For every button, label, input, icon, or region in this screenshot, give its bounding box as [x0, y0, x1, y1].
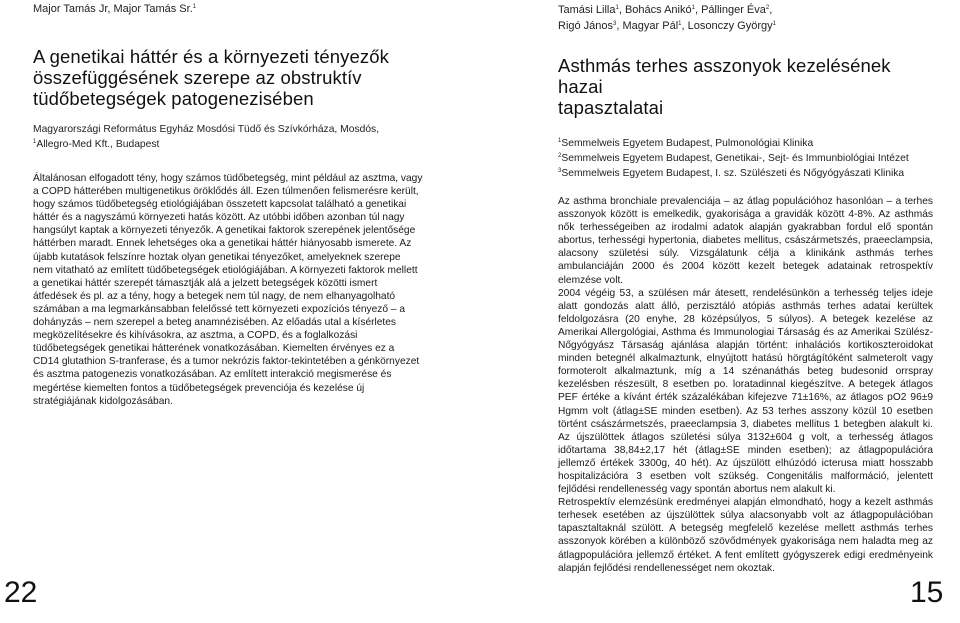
- right-authors: Tamási Lilla$^1$, Bohács Anikó$^1$, Pállinger Éva$^2$, Rigó János$^3$, Magyar Pál$^1$, Losonczy György$^1$: [558, 4, 776, 32]
- author-name: Pállinger Éva: [701, 4, 766, 16]
- page-number-left: 22: [4, 576, 38, 609]
- author-sup: 1: [192, 4, 197, 10]
- right-title: [558, 55, 933, 118]
- right-affiliations: [558, 135, 933, 180]
- author-name: Tamási Lilla: [558, 4, 616, 16]
- affiliation-text: Magyarországi Református Egyház Mosdósi Tüdő és Szívkórháza, Mosdós,: [33, 124, 380, 135]
- author-sup: 1: [691, 5, 695, 11]
- author-name: Magyar Pál: [622, 20, 679, 32]
- title-line: A genetikai háttér és a környezeti tényezők: [33, 46, 390, 67]
- author-name: Bohács Anikó: [624, 4, 692, 16]
- abstract-paragraph: 2004 végéig 53, a szülésen már átesett, rendelésünkön a terhesség teljes ideje alatt gondozás alatt álló, perzisztáló atópiás asthmás terhes adatai kerültek feldolgozásra (20 enyhe, 28 középsúlyos, 5 súlyos). A betegek kezelése az Amerikai Allergológiai, Asthma és Immunologiai Társaság és az Amerikai Szülész-Nőgyógyász Társaság ajánlása alapján történt: inhalációs kortikoszteroidokat minden betegnél alkalmaztunk, elnyújtott hatású hörgtágítóként salmeterolt vagy formoterolt alkalmaztunk, míg a 14 szénanáthás beteg budesonid orrspray kezelésben részesült, 8 esetben po. loratadinnal kiegészítve. A betegek átlagos PEF értéke a kívánt érték százalékában kifejezve 71±16%, az átlagos pO2 96±9 Hgmm volt (átlag±SE minden esetben). Az 53 terhes asszony közül 10 esetben történt császármetszés, praeeclampsia 3, diabetes mellitus 1 betegben alakult ki. Az újszülöttek átlagos születési súlya 3132±604 g volt, a terhesség átlagos időtartama 38,84±2,17 hét (átlag±SE minden esetben); az átlagpopulációra jellemző értékek 3300g, 40 hét). Az újszülött elhúzódó icterusa miatt hosszabb hospitalizációra 3 esetben volt szükség. Congenitális malformáció, jelentett fejlődési rendellenesség vagy spontán abortus nem alakult ki.: [558, 287, 933, 496]
- affiliation-text: Semmelweis Egyetem Budapest, Genetikai-, Sejt- és Immunbiológiai Intézet: [561, 153, 909, 164]
- affiliation-line: [33, 136, 423, 151]
- author-name: Rigó János: [558, 20, 614, 32]
- title-line: tapasztalatai: [558, 97, 664, 118]
- affiliation-sup: 2: [558, 153, 562, 159]
- affiliation-line: [33, 123, 423, 136]
- left-column: [33, 0, 423, 408]
- affiliation-line: [558, 150, 933, 165]
- author-sup: 3: [613, 21, 617, 27]
- author-name: Major Tamás Jr, Major Tamás Sr.: [33, 3, 193, 15]
- abstract-paragraph: Az asthma bronchiale prevalenciája – az átlag populációhoz hasonlóan – a terhes asszonyok között is emelkedik, gyakorisága a gravidák között 4-8%. Az asthmás nők terhességeiben az irodalmi adatok alapján gyakrabban fordul elő spontán abortus, terhességi hypertonia, diabetes mellitus, császármetszés, praeeclampsia, alacsony születési súly. Vizsgálatunk célja a klinikánk asthmás terhes ambulanciáján 2000 és 2004 között kezelt betegek adatainak retrospektív elemzése volt.: [558, 196, 933, 286]
- title-line: tüdőbetegségek patogenezisében: [33, 88, 314, 109]
- affiliation-text: Semmelweis Egyetem Budapest, Pulmonológiai Klinika: [561, 138, 814, 149]
- page-number-right: 15: [910, 576, 944, 609]
- affiliation-text: Semmelweis Egyetem Budapest, I. sz. Szülészeti és Nőgyógyászati Klinika: [561, 168, 905, 179]
- affiliation-line: [558, 165, 933, 180]
- left-abstract: [33, 172, 423, 408]
- affiliation-text: Allegro-Med Kft., Budapest: [36, 139, 160, 150]
- right-column: [558, 0, 933, 575]
- abstract-paragraph: Retrospektív elemzésünk eredményei alapján elmondható, hogy a kezelt asthmás terhesek esetében az újszülöttek súlya alacsonyabb volt az átlagpopulációban tapasztaltaknál szülött. A betegség megfelelő kezelése mellett asthmás terhes asszonyok körében a különböző szövődmények gyakorisága nem haladta meg az átlagpopulációra jellemző értéket. A fent említett gyógyszerek edigi eredményeink alapján fejlődési rendellenességet nem okoztak.: [558, 497, 933, 574]
- left-affiliations: [33, 123, 423, 151]
- author-sup: 1: [678, 21, 682, 27]
- left-title: [33, 46, 423, 109]
- title-line: Asthmás terhes asszonyok kezelésének hazai: [558, 55, 891, 97]
- abstract-paragraph: Általánosan elfogadott tény, hogy számos tüdőbetegség, mint például az asztma, vagy a COPD hátterében multigenetikus öröklődés áll. Ezen túlmenően felismerésre került, hogy számos tüdőbetegség etiológiájában összetett kapcsolat található a genetikai háttér és a nagyszámú környezeti hatás között. Az utóbbi időben azonban túl nagy hangsúlyt kaptak a környezeti tényezők. A genetikai faktorok szerepének jelentősége háttérben maradt. Ennek lehetséges oka a genetikai háttér hiányosabb ismerete. Az újabb kutatások felszínre hoztak olyan genetikai tényezőket, amelyeknek szerepe nem vitatható az említett tüdőbetegségek etiológiájában. A környezeti faktorok mellett a genetikai háttér szerepét támasztják alá a jelzett betegségek közötti ismert átfedések és pl. az a tény, hogy a betegek nem túl nagy, de nem elhanyagolható számában a ma legmarkánsabban felelőssé tett környezeti expozíciós tényező – a dohányzás – nem szerepel a beteg anamnézisében. Az előadás utal a kísérletes megközelítésekre és kihívásokra, az asztma, a COPD, és a foglalkozási tüdőbetegségek genetikai hátterének vonatkozásában. Kiemelten érvényes ez a CD14 glutathion S-tranferase, és a tumor nekrózis faktor-tekintetében a génkörnyezet és asztma patogenezis vonatkozásában. Az említett interakció megismerése és megértése kiemelten fontos a tüdőbetegségek prevenciója és kezelése új stratégiájának kidolgozásában.: [33, 173, 423, 407]
- affiliation-sup: 3: [558, 168, 562, 174]
- left-authors: [33, 0, 423, 16]
- right-abstract: [558, 195, 933, 575]
- title-line: összefüggésének szerepe az obstruktív: [33, 67, 362, 88]
- author-name: Losonczy György: [687, 20, 773, 32]
- affiliation-sup: 1: [558, 138, 562, 144]
- author-sup: 2: [765, 5, 770, 11]
- author-sup: 1: [615, 5, 619, 11]
- affiliation-sup: 1: [33, 139, 37, 145]
- affiliation-line: [558, 135, 933, 150]
- author-sup: 1: [772, 21, 776, 27]
